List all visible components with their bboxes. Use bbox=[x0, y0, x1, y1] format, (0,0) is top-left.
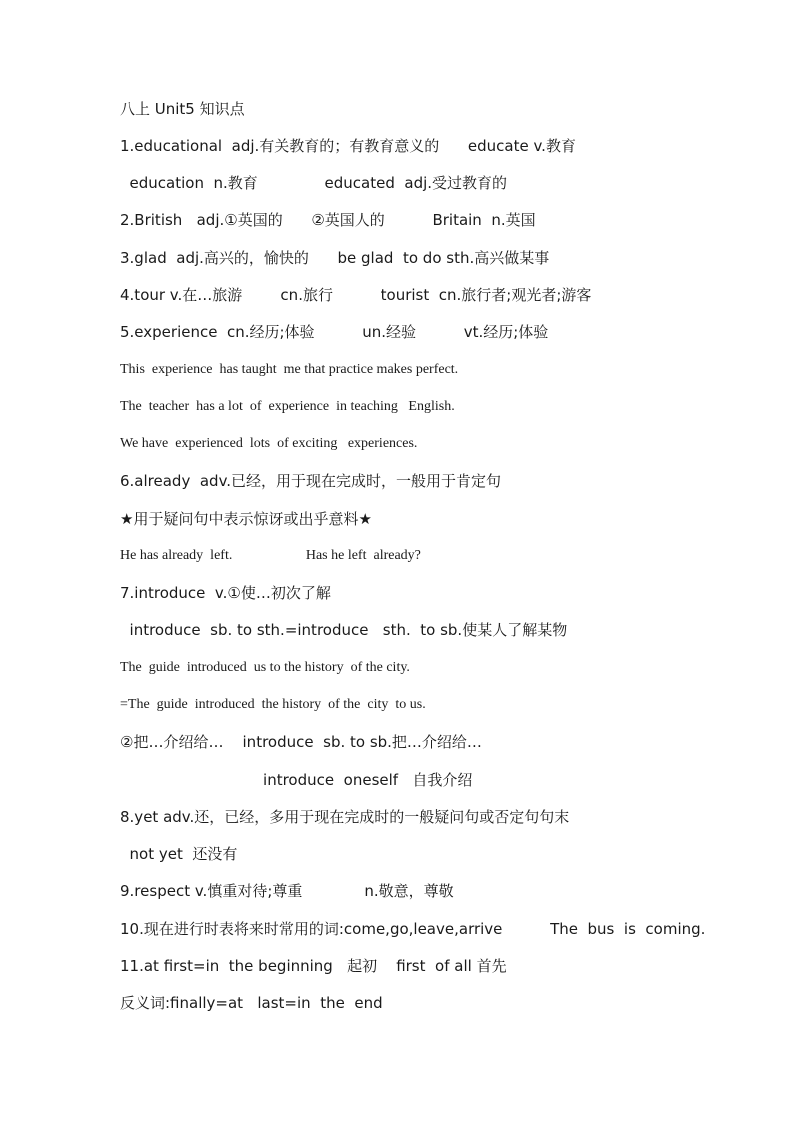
note-line-14: introduce sb. to sth.=introduce sth. to sb.使某人了解某物 bbox=[120, 621, 568, 639]
note-line-6: 5.experience cn.经历;体验 un.经验 vt.经历;体验 bbox=[120, 323, 549, 341]
note-line-7: This experience has taught me that practice makes perfect. bbox=[120, 362, 459, 377]
note-line-24: 反义词:finally=at last=in the end bbox=[120, 994, 383, 1012]
note-line-15: The guide introduced us to the history of the city. bbox=[120, 660, 410, 675]
note-line-11: ★用于疑问句中表示惊讶或出乎意料★ bbox=[120, 510, 372, 528]
note-line-1: 1.educational adj.有关教育的；有教育意义的 educate v.教育 bbox=[120, 137, 576, 155]
note-line-21: 9.respect v.慎重对待;尊重 n.敬意，尊敬 bbox=[120, 882, 454, 900]
document-title: 八上 Unit5 知识点 bbox=[120, 100, 245, 118]
note-line-18: introduce oneself 自我介绍 bbox=[120, 771, 473, 789]
note-line-5: 4.tour v.在…旅游 cn.旅行 tourist cn.旅行者;观光者;游客 bbox=[120, 286, 592, 304]
note-line-9: We have experienced lots of exciting experiences. bbox=[120, 436, 418, 451]
note-line-2: education n.教育 educated adj.受过教育的 bbox=[120, 174, 508, 192]
note-line-4: 3.glad adj.高兴的，愉快的 be glad to do sth.高兴做某事 bbox=[120, 249, 550, 267]
note-line-3: 2.British adj.①英国的 ②英国人的 Britain n.英国 bbox=[120, 211, 536, 229]
note-line-16: =The guide introduced the history of the city to us. bbox=[120, 697, 426, 712]
note-line-22: 10.现在进行时表将来时常用的词:come,go,leave,arrive The bus is coming. bbox=[120, 920, 706, 938]
note-line-19: 8.yet adv.还，已经，多用于现在完成时的一般疑问句或否定句句末 bbox=[120, 808, 570, 826]
note-line-23: 11.at first=in the beginning 起初 first of all 首先 bbox=[120, 957, 507, 975]
note-line-13: 7.introduce v.①使…初次了解 bbox=[120, 584, 331, 602]
note-line-20: not yet 还没有 bbox=[120, 845, 238, 863]
note-line-10: 6.already adv.已经，用于现在完成时，一般用于肯定句 bbox=[120, 472, 502, 490]
note-line-17: ②把…介绍给… introduce sb. to sb.把…介绍给… bbox=[120, 733, 482, 751]
note-line-8: The teacher has a lot of experience in teaching English. bbox=[120, 399, 455, 414]
note-line-12: He has already left. Has he left already? bbox=[120, 548, 421, 563]
